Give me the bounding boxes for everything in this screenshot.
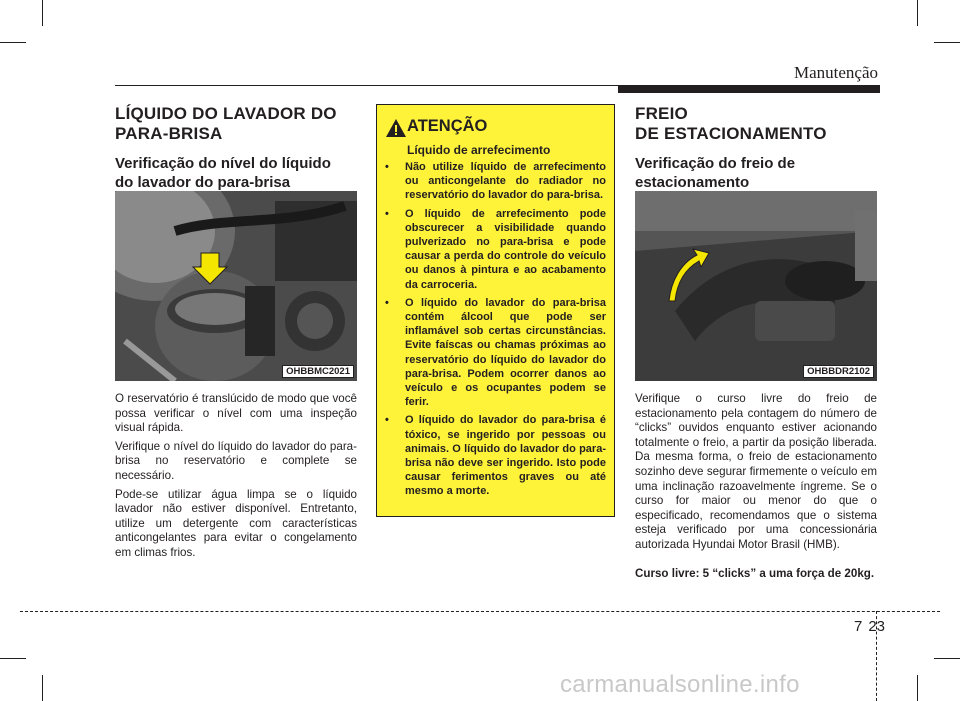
chapter-number: 7 xyxy=(854,618,863,635)
crop-mark xyxy=(42,0,43,26)
crop-mark xyxy=(917,675,918,701)
crop-mark xyxy=(0,658,26,659)
engine-bay-illustration xyxy=(115,191,357,381)
washer-reservoir-photo xyxy=(115,191,357,381)
crop-mark xyxy=(42,675,43,701)
parking-brake-photo xyxy=(635,191,877,381)
warning-title: ATENÇÃO xyxy=(407,117,488,135)
paragraph: Pode-se utilizar água limpa se o líquido lavador não estiver disponível. Entretanto, utilize um detergente com características anticongelantes para evitar o congelamento em climas frios. xyxy=(115,487,357,559)
photo-code: OHBBMC2021 xyxy=(282,365,354,378)
list-item: • Não utilize líquido de arrefecimento ou anticongelante do radiador no reservatório do lavador do para-brisa. xyxy=(385,161,606,202)
paragraph: Verifique o curso livre do freio de estacionamento pela contagem do número de “clicks” ouvidos enquanto estiver acionando totalmente o freio, a partir da posição liberada. Da mesma forma, o freio de estacionamento sozinho deve segurar firmemente o veículo em uma inclinação razoavelmente íngreme. Se o curso for maior ou menor do que o especificado, recomendamos que o sistema esteja verificado por uma concessionária autorizada Hyundai Motor Brasil (HMB). xyxy=(635,392,877,551)
crop-mark xyxy=(0,42,26,43)
paragraph: O reservatório é translúcido de modo que você possa verificar o nível com uma inspeção visual rápida. xyxy=(115,392,357,435)
crop-mark xyxy=(934,42,960,43)
parking-brake-illustration xyxy=(635,191,877,381)
header-bar xyxy=(618,85,880,93)
section-title: FREIO DE ESTACIONAMENTO xyxy=(635,104,827,143)
crop-mark xyxy=(917,0,918,26)
left-column xyxy=(115,104,357,192)
page-number xyxy=(854,618,885,635)
paragraph: Verifique o nível do líquido do lavador do para-brisa no reservatório e complete se necessário. xyxy=(115,439,357,482)
section-subtitle: Verificação do nível do líquido do lavador do para-brisa xyxy=(115,155,331,191)
warning-subtitle: Líquido de arrefecimento xyxy=(407,143,551,157)
warning-triangle-icon xyxy=(385,118,407,138)
page-number-value: 23 xyxy=(868,618,886,635)
note: Curso livre: 5 “clicks” a uma força de 20kg. xyxy=(635,566,875,580)
list-item: • O líquido de arrefecimento pode obscurecer a visibilidade quando pulverizado no para-brisa e pode causar a perda do controle do veículo ou danos à pintura e ao acabamento da carroceria. xyxy=(385,207,606,291)
list-item: • O líquido do lavador do para-brisa é tóxico, se ingerido por pessoas ou animais. O líquido do lavador do para-brisa não deve ser ingerido. Isto pode causar ferimentos graves ou até mesmo a morte. xyxy=(385,414,606,498)
watermark: carmanualsonline.info xyxy=(560,671,800,698)
left-body xyxy=(115,392,357,565)
section-header: Manutenção xyxy=(793,63,878,82)
warning-list xyxy=(385,160,606,503)
section-title: LÍQUIDO DO LAVADOR DO PARA-BRISA xyxy=(115,104,337,143)
section-subtitle: Verificação do freio de estacionamento xyxy=(635,155,796,191)
list-item: • O líquido do lavador do para-brisa contém álcool que pode ser inflamável sob certas circunstâncias. Evite faíscas ou chamas próximas ao reservatório do líquido do lavador do para-brisa. Podem ocorrer danos ao veículo e os ocupantes podem se ferir. xyxy=(385,296,606,409)
right-column xyxy=(635,104,877,192)
right-body xyxy=(635,392,877,585)
warning-box xyxy=(376,104,615,517)
photo-code: OHBBDR2102 xyxy=(803,365,874,378)
footer-divider xyxy=(20,611,940,612)
crop-mark xyxy=(934,658,960,659)
